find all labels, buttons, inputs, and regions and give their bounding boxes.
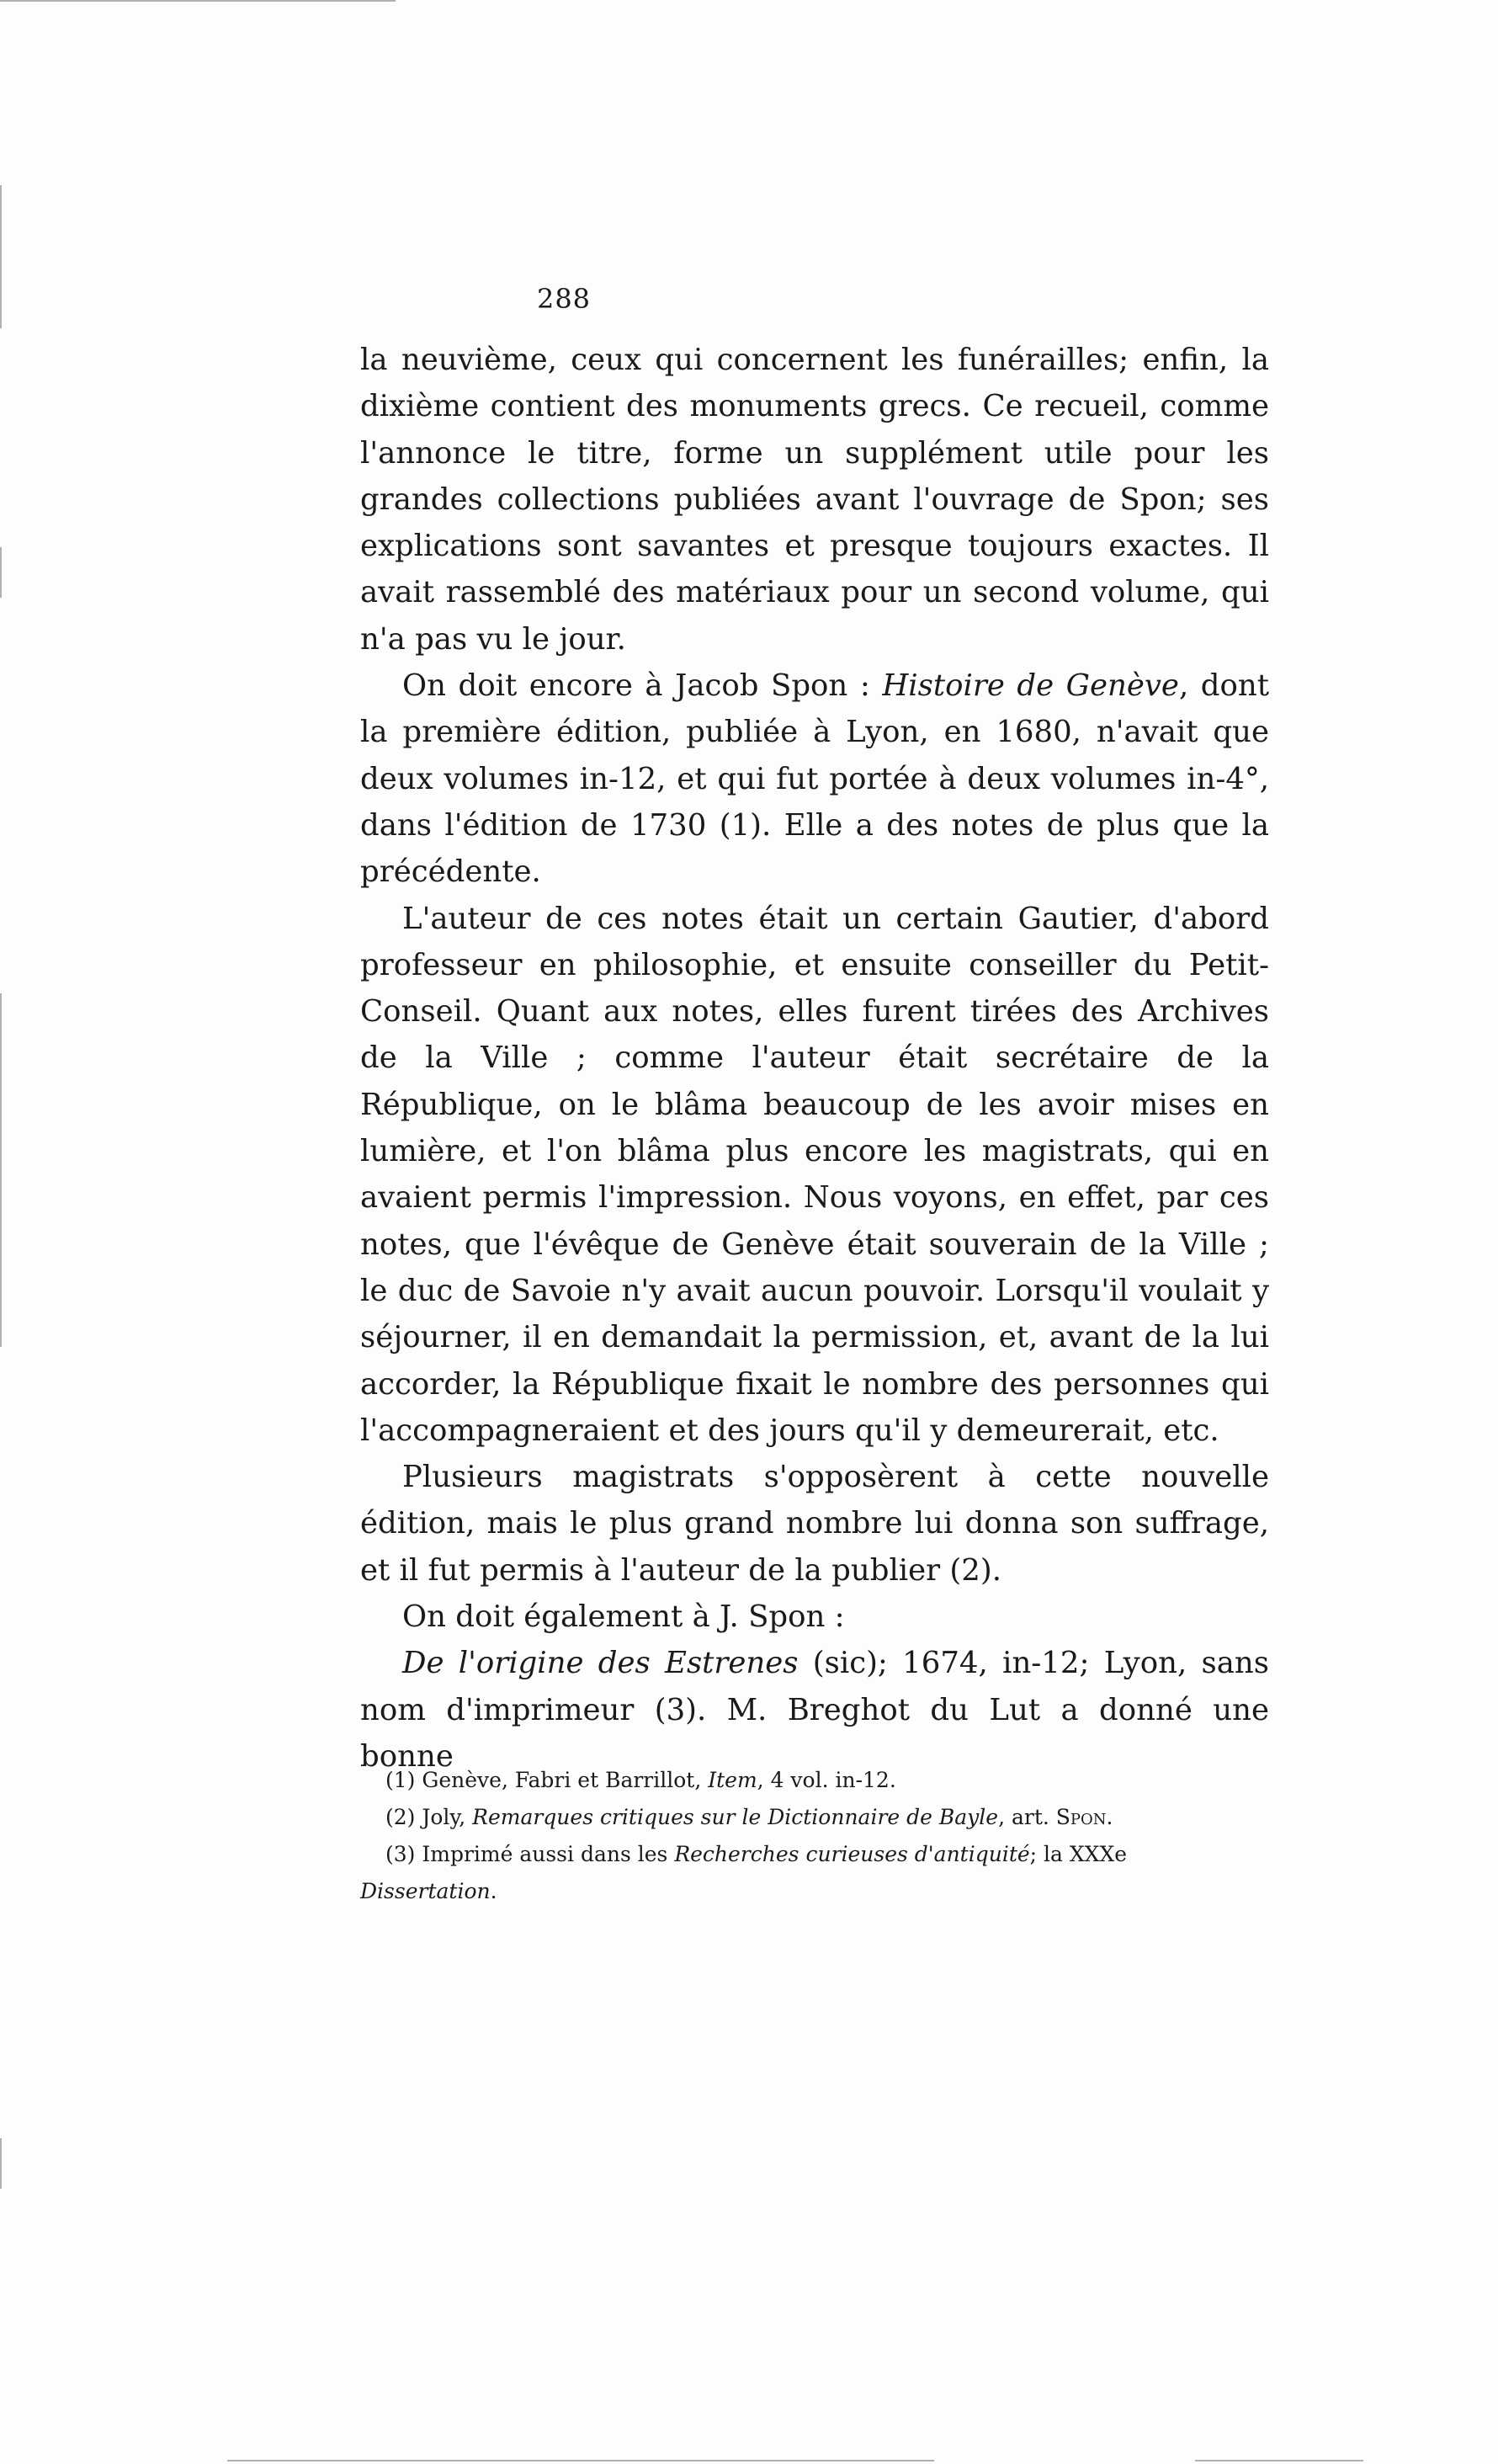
text-run: , art. xyxy=(998,1805,1056,1829)
paragraph xyxy=(360,1454,1269,1594)
footnote xyxy=(360,1799,1269,1836)
text-run: On doit également à J. Spon : xyxy=(402,1599,845,1635)
text-run: (sic); 1674, in-12; Lyon, sans nom d'imprimeur (3). M. Breghot du Lut a donné une bonne xyxy=(360,1646,1269,1774)
italic-title: Recherches curieuses d'antiquité xyxy=(674,1842,1030,1866)
scan-edge-mark xyxy=(0,185,2,328)
text-run: , dont la première édition, publiée à Lyon, en 1680, n'avait que deux volumes in-12, et qui fut portée à deux volumes in-4°, dans l'édition de 1730 (1). Elle a des notes de plus que la précédente. xyxy=(360,668,1270,890)
scan-edge-mark xyxy=(227,2460,934,2461)
text-run: ; la XXXe xyxy=(1029,1842,1128,1866)
page-number: 288 xyxy=(536,283,592,315)
text-run: (2) Joly, xyxy=(385,1805,473,1829)
paragraph xyxy=(360,1594,1269,1640)
footnote xyxy=(360,1762,1269,1799)
footnotes xyxy=(360,1762,1269,1910)
text-run: Plusieurs magistrats s'opposèrent à cette nouvelle édition, mais le plus grand nombre lui donna son suffrage, et il fut permis à l'auteur de la publier (2). xyxy=(360,1460,1269,1588)
body-text xyxy=(360,337,1269,1780)
text-run: la neuvième, ceux qui concernent les funérailles; enfin, la dixième contient des monuments grecs. Ce recueil, comme l'annonce le titre, forme un supplément utile pour les grandes collections publiées avant l'ouvrage de Spon; ses explications sont savantes et presque toujours exactes. Il avait rassemblé des matériaux pour un second volume, qui n'a pas vu le jour. xyxy=(360,343,1269,657)
footnote xyxy=(360,1836,1269,1910)
text-run: . xyxy=(490,1879,497,1903)
italic-title: De l'origine des Estrenes xyxy=(402,1646,799,1681)
text-run: L'auteur de ces notes était un certain Gautier, d'abord professeur en philosophie, et ensuite conseiller du Petit-Conseil. Quant aux notes, elles furent tirées des Archives de la Ville ; comme l'auteur était secrétaire de la République, on le blâma beaucoup de les avoir mises en lumière, et l'on blâma plus encore les magistrats, qui en avaient permis l'impression. Nous voyons, en effet, par ces notes, que l'évêque de Genève était souverain de la Ville ; le duc de Savoie n'y avait aucun pouvoir. Lorsqu'il voulait y séjourner, il en demandait la permission, et, avant de la lui accorder, la République fixait le nombre des personnes qui l'accompagneraient et des jours qu'il y demeurerait, etc. xyxy=(360,901,1269,1448)
italic-title: Item xyxy=(708,1768,757,1792)
text-run: On doit encore à Jacob Spon : xyxy=(402,668,883,704)
paragraph xyxy=(360,1640,1269,1780)
paragraph xyxy=(360,337,1269,663)
scan-edge-mark xyxy=(0,993,2,1347)
scan-edge-mark xyxy=(0,2138,2,2189)
scan-edge-mark xyxy=(0,547,2,598)
italic-title: Remarques critiques sur le Dictionnaire de Bayle xyxy=(472,1805,999,1829)
italic-title: Dissertation xyxy=(360,1879,491,1903)
text-run: , 4 vol. in-12. xyxy=(757,1768,896,1792)
scan-edge-mark xyxy=(0,0,396,2)
scan-edge-mark xyxy=(1195,2460,1363,2461)
text-run: (1) Genève, Fabri et Barrillot, xyxy=(385,1768,709,1792)
text-run: . xyxy=(1106,1805,1113,1829)
paragraph xyxy=(360,663,1269,895)
text-run: (3) Imprimé aussi dans les xyxy=(385,1842,675,1866)
text-run: Spon xyxy=(1055,1805,1107,1829)
paragraph xyxy=(360,896,1269,1455)
italic-title: Histoire de Genève xyxy=(882,668,1179,704)
